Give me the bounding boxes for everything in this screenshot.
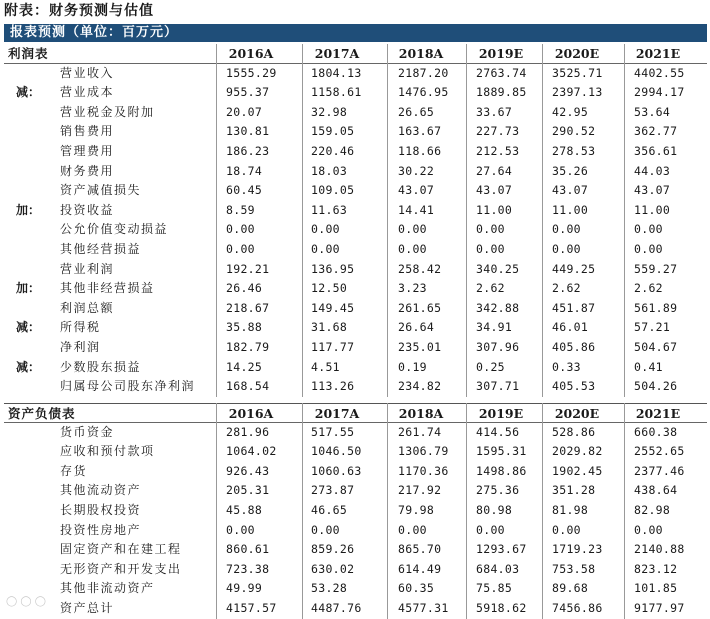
value-cell: 57.21 bbox=[634, 320, 671, 335]
value-cell: 517.55 bbox=[311, 424, 355, 439]
value-cell: 7456.86 bbox=[552, 600, 603, 615]
value-cell: 113.26 bbox=[311, 379, 355, 394]
value-cell: 8.59 bbox=[226, 202, 255, 217]
value-cell: 753.58 bbox=[552, 561, 596, 576]
row-label: 少数股东损益 bbox=[60, 359, 142, 374]
table-row bbox=[4, 142, 707, 162]
table-row bbox=[4, 299, 707, 319]
value-cell: 220.46 bbox=[311, 143, 355, 158]
table-row bbox=[4, 521, 707, 541]
value-cell: 2.62 bbox=[634, 281, 663, 296]
row-label: 其他非经营损益 bbox=[60, 281, 155, 296]
value-cell: 926.43 bbox=[226, 463, 270, 478]
value-cell: 1158.61 bbox=[311, 85, 362, 100]
row-label: 财务费用 bbox=[60, 163, 115, 178]
row-label: 长期股权投资 bbox=[60, 502, 142, 517]
value-cell: 1555.29 bbox=[226, 65, 277, 80]
value-cell: 307.71 bbox=[476, 379, 520, 394]
value-cell: 101.85 bbox=[634, 581, 678, 596]
value-cell: 18.03 bbox=[311, 163, 348, 178]
value-cell: 1170.36 bbox=[398, 463, 449, 478]
value-cell: 31.68 bbox=[311, 320, 348, 335]
value-cell: 2552.65 bbox=[634, 444, 685, 459]
year-header: 2019E bbox=[478, 46, 524, 61]
value-cell: 1293.67 bbox=[476, 542, 527, 557]
row-label: 营业收入 bbox=[60, 65, 115, 80]
value-cell: 823.12 bbox=[634, 561, 678, 576]
row-label: 存货 bbox=[60, 463, 88, 478]
value-cell: 89.68 bbox=[552, 581, 589, 596]
value-cell: 0.00 bbox=[552, 522, 581, 537]
value-cell: 217.92 bbox=[398, 483, 442, 498]
value-cell: 275.36 bbox=[476, 483, 520, 498]
value-cell: 49.99 bbox=[226, 581, 263, 596]
value-cell: 362.77 bbox=[634, 124, 678, 139]
value-cell: 212.53 bbox=[476, 143, 520, 158]
value-cell: 46.65 bbox=[311, 502, 348, 517]
value-cell: 4157.57 bbox=[226, 600, 277, 615]
value-cell: 118.66 bbox=[398, 143, 442, 158]
table-row bbox=[4, 560, 707, 580]
value-cell: 26.65 bbox=[398, 104, 435, 119]
value-cell: 227.73 bbox=[476, 124, 520, 139]
row-label: 管理费用 bbox=[60, 143, 115, 158]
row-label: 营业成本 bbox=[60, 85, 115, 100]
value-cell: 5918.62 bbox=[476, 600, 527, 615]
value-cell: 11.00 bbox=[476, 202, 513, 217]
section-title: 利润表 bbox=[8, 46, 49, 61]
value-cell: 12.50 bbox=[311, 281, 348, 296]
year-header: 2016A bbox=[228, 406, 274, 421]
value-cell: 30.22 bbox=[398, 163, 435, 178]
value-cell: 136.95 bbox=[311, 261, 355, 276]
value-cell: 43.07 bbox=[552, 183, 589, 198]
value-cell: 75.85 bbox=[476, 581, 513, 596]
value-cell: 53.64 bbox=[634, 104, 671, 119]
value-cell: 159.05 bbox=[311, 124, 355, 139]
value-cell: 0.00 bbox=[311, 522, 340, 537]
value-cell: 630.02 bbox=[311, 561, 355, 576]
year-header: 2017A bbox=[314, 406, 360, 421]
value-cell: 258.42 bbox=[398, 261, 442, 276]
value-cell: 449.25 bbox=[552, 261, 596, 276]
value-cell: 163.67 bbox=[398, 124, 442, 139]
row-prefix: 减： bbox=[16, 320, 41, 335]
table-row bbox=[4, 279, 707, 299]
value-cell: 723.38 bbox=[226, 561, 270, 576]
value-cell: 235.01 bbox=[398, 339, 442, 354]
value-cell: 281.96 bbox=[226, 424, 270, 439]
year-header: 2018A bbox=[398, 406, 444, 421]
row-label: 净利润 bbox=[60, 339, 101, 354]
value-cell: 0.00 bbox=[634, 241, 663, 256]
value-cell: 0.19 bbox=[398, 359, 427, 374]
value-cell: 43.07 bbox=[476, 183, 513, 198]
value-cell: 4.51 bbox=[311, 359, 340, 374]
value-cell: 60.35 bbox=[398, 581, 435, 596]
table-row bbox=[4, 162, 707, 182]
year-header: 2020E bbox=[554, 46, 600, 61]
value-cell: 1060.63 bbox=[311, 463, 362, 478]
column-divider bbox=[542, 44, 543, 397]
value-cell: 11.00 bbox=[552, 202, 589, 217]
value-cell: 0.00 bbox=[476, 222, 505, 237]
value-cell: 11.63 bbox=[311, 202, 348, 217]
row-prefix: 减： bbox=[16, 359, 41, 374]
value-cell: 205.31 bbox=[226, 483, 270, 498]
column-divider bbox=[624, 403, 625, 619]
value-cell: 53.28 bbox=[311, 581, 348, 596]
row-label: 公允价值变动损益 bbox=[60, 222, 169, 237]
value-cell: 1498.86 bbox=[476, 463, 527, 478]
value-cell: 26.46 bbox=[226, 281, 263, 296]
year-header: 2017A bbox=[314, 46, 360, 61]
value-cell: 4402.55 bbox=[634, 65, 685, 80]
value-cell: 79.98 bbox=[398, 502, 435, 517]
value-cell: 45.88 bbox=[226, 502, 263, 517]
row-label: 其他非流动资产 bbox=[60, 581, 155, 596]
table-row bbox=[4, 501, 707, 521]
value-cell: 2377.46 bbox=[634, 463, 685, 478]
value-cell: 261.74 bbox=[398, 424, 442, 439]
value-cell: 43.07 bbox=[634, 183, 671, 198]
value-cell: 82.98 bbox=[634, 502, 671, 517]
value-cell: 60.45 bbox=[226, 183, 263, 198]
value-cell: 0.00 bbox=[476, 522, 505, 537]
value-cell: 451.87 bbox=[552, 300, 596, 315]
value-cell: 1719.23 bbox=[552, 542, 603, 557]
column-divider bbox=[466, 44, 467, 397]
row-label: 资产减值损失 bbox=[60, 183, 142, 198]
row-label: 所得税 bbox=[60, 320, 101, 335]
value-cell: 35.88 bbox=[226, 320, 263, 335]
value-cell: 351.28 bbox=[552, 483, 596, 498]
value-cell: 2187.20 bbox=[398, 65, 449, 80]
value-cell: 1046.50 bbox=[311, 444, 362, 459]
value-cell: 561.89 bbox=[634, 300, 678, 315]
value-cell: 0.00 bbox=[226, 222, 255, 237]
value-cell: 9177.97 bbox=[634, 600, 685, 615]
year-header: 2020E bbox=[554, 406, 600, 421]
value-cell: 0.00 bbox=[634, 222, 663, 237]
value-cell: 2029.82 bbox=[552, 444, 603, 459]
value-cell: 660.38 bbox=[634, 424, 678, 439]
row-label: 应收和预付款项 bbox=[60, 444, 155, 459]
value-cell: 0.00 bbox=[226, 241, 255, 256]
row-label: 其他流动资产 bbox=[60, 483, 142, 498]
value-cell: 2140.88 bbox=[634, 542, 685, 557]
value-cell: 559.27 bbox=[634, 261, 678, 276]
value-cell: 340.25 bbox=[476, 261, 520, 276]
value-cell: 14.25 bbox=[226, 359, 263, 374]
value-cell: 1306.79 bbox=[398, 444, 449, 459]
value-cell: 3.23 bbox=[398, 281, 427, 296]
table-row bbox=[4, 318, 707, 338]
value-cell: 44.03 bbox=[634, 163, 671, 178]
value-cell: 307.96 bbox=[476, 339, 520, 354]
value-cell: 1889.85 bbox=[476, 85, 527, 100]
value-cell: 1476.95 bbox=[398, 85, 449, 100]
table-row bbox=[4, 122, 707, 142]
column-divider bbox=[387, 44, 388, 397]
row-prefix: 减： bbox=[16, 85, 41, 100]
value-cell: 43.07 bbox=[398, 183, 435, 198]
row-label: 投资收益 bbox=[60, 202, 115, 217]
value-cell: 2.62 bbox=[476, 281, 505, 296]
value-cell: 2397.13 bbox=[552, 85, 603, 100]
table-row bbox=[4, 103, 707, 123]
value-cell: 504.67 bbox=[634, 339, 678, 354]
column-divider bbox=[216, 44, 217, 397]
value-cell: 273.87 bbox=[311, 483, 355, 498]
value-cell: 290.52 bbox=[552, 124, 596, 139]
column-divider bbox=[466, 403, 467, 619]
row-label: 投资性房地产 bbox=[60, 522, 142, 537]
value-cell: 865.70 bbox=[398, 542, 442, 557]
row-label: 资产总计 bbox=[60, 600, 115, 615]
value-cell: 14.41 bbox=[398, 202, 435, 217]
value-cell: 2.62 bbox=[552, 281, 581, 296]
column-divider bbox=[302, 403, 303, 619]
value-cell: 234.82 bbox=[398, 379, 442, 394]
value-cell: 186.23 bbox=[226, 143, 270, 158]
value-cell: 0.00 bbox=[552, 241, 581, 256]
year-header: 2019E bbox=[478, 406, 524, 421]
value-cell: 528.86 bbox=[552, 424, 596, 439]
value-cell: 18.74 bbox=[226, 163, 263, 178]
value-cell: 0.00 bbox=[398, 522, 427, 537]
value-cell: 109.05 bbox=[311, 183, 355, 198]
value-cell: 81.98 bbox=[552, 502, 589, 517]
value-cell: 192.21 bbox=[226, 261, 270, 276]
value-cell: 0.00 bbox=[552, 222, 581, 237]
value-cell: 0.00 bbox=[398, 222, 427, 237]
table-row bbox=[4, 423, 707, 443]
table-row bbox=[4, 220, 707, 240]
section-title: 资产负债表 bbox=[8, 406, 76, 421]
value-cell: 1064.02 bbox=[226, 444, 277, 459]
value-cell: 42.95 bbox=[552, 104, 589, 119]
table-row bbox=[4, 358, 707, 378]
table-row bbox=[4, 442, 707, 462]
year-header: 2016A bbox=[228, 46, 274, 61]
value-cell: 46.01 bbox=[552, 320, 589, 335]
row-prefix: 加： bbox=[16, 202, 41, 217]
year-header: 2021E bbox=[635, 46, 681, 61]
column-divider bbox=[216, 403, 217, 619]
value-cell: 405.86 bbox=[552, 339, 596, 354]
value-cell: 356.61 bbox=[634, 143, 678, 158]
value-cell: 261.65 bbox=[398, 300, 442, 315]
watermark-logo: ◯ ◯ ◯ bbox=[6, 596, 46, 607]
column-divider bbox=[542, 403, 543, 619]
value-cell: 1804.13 bbox=[311, 65, 362, 80]
value-cell: 182.79 bbox=[226, 339, 270, 354]
year-header: 2018A bbox=[398, 46, 444, 61]
value-cell: 80.98 bbox=[476, 502, 513, 517]
value-cell: 32.98 bbox=[311, 104, 348, 119]
year-header: 2021E bbox=[635, 406, 681, 421]
value-cell: 0.25 bbox=[476, 359, 505, 374]
table-row bbox=[4, 83, 707, 103]
value-cell: 0.00 bbox=[634, 522, 663, 537]
value-cell: 414.56 bbox=[476, 424, 520, 439]
value-cell: 0.00 bbox=[476, 241, 505, 256]
table-row bbox=[4, 338, 707, 358]
value-cell: 1902.45 bbox=[552, 463, 603, 478]
balance-sheet-table bbox=[4, 403, 707, 619]
value-cell: 4577.31 bbox=[398, 600, 449, 615]
value-cell: 860.61 bbox=[226, 542, 270, 557]
row-label: 营业利润 bbox=[60, 261, 115, 276]
table-row bbox=[4, 377, 707, 397]
value-cell: 20.07 bbox=[226, 104, 263, 119]
row-label: 营业税金及附加 bbox=[60, 104, 155, 119]
table-row bbox=[4, 201, 707, 221]
value-cell: 3525.71 bbox=[552, 65, 603, 80]
value-cell: 0.41 bbox=[634, 359, 663, 374]
row-label: 其他经营损益 bbox=[60, 241, 142, 256]
value-cell: 168.54 bbox=[226, 379, 270, 394]
value-cell: 278.53 bbox=[552, 143, 596, 158]
value-cell: 0.00 bbox=[311, 222, 340, 237]
table-row bbox=[4, 64, 707, 84]
section-header bbox=[4, 403, 707, 423]
row-label: 固定资产和在建工程 bbox=[60, 542, 182, 557]
value-cell: 504.26 bbox=[634, 379, 678, 394]
row-label: 利润总额 bbox=[60, 300, 115, 315]
value-cell: 955.37 bbox=[226, 85, 270, 100]
value-cell: 4487.76 bbox=[311, 600, 362, 615]
value-cell: 2763.74 bbox=[476, 65, 527, 80]
value-cell: 0.33 bbox=[552, 359, 581, 374]
value-cell: 0.00 bbox=[226, 522, 255, 537]
value-cell: 684.03 bbox=[476, 561, 520, 576]
value-cell: 614.49 bbox=[398, 561, 442, 576]
value-cell: 405.53 bbox=[552, 379, 596, 394]
table-row bbox=[4, 540, 707, 560]
row-prefix: 加： bbox=[16, 281, 41, 296]
report-header: 报表预测（单位：百万元） bbox=[4, 24, 707, 42]
value-cell: 859.26 bbox=[311, 542, 355, 557]
value-cell: 130.81 bbox=[226, 124, 270, 139]
value-cell: 35.26 bbox=[552, 163, 589, 178]
value-cell: 438.64 bbox=[634, 483, 678, 498]
table-row bbox=[4, 181, 707, 201]
value-cell: 149.45 bbox=[311, 300, 355, 315]
column-divider bbox=[387, 403, 388, 619]
value-cell: 27.64 bbox=[476, 163, 513, 178]
page-title: 附表：财务预测与估值 bbox=[4, 3, 154, 19]
table-row bbox=[4, 260, 707, 280]
value-cell: 34.91 bbox=[476, 320, 513, 335]
value-cell: 342.88 bbox=[476, 300, 520, 315]
value-cell: 26.64 bbox=[398, 320, 435, 335]
value-cell: 0.00 bbox=[311, 241, 340, 256]
row-label: 归属母公司股东净利润 bbox=[60, 379, 196, 394]
value-cell: 0.00 bbox=[398, 241, 427, 256]
income-statement-table bbox=[4, 44, 707, 397]
table-row bbox=[4, 481, 707, 501]
value-cell: 1595.31 bbox=[476, 444, 527, 459]
column-divider bbox=[624, 44, 625, 397]
table-row bbox=[4, 240, 707, 260]
table-row bbox=[4, 599, 707, 619]
value-cell: 2994.17 bbox=[634, 85, 685, 100]
section-header bbox=[4, 44, 707, 64]
value-cell: 11.00 bbox=[634, 202, 671, 217]
row-label: 销售费用 bbox=[60, 124, 115, 139]
row-label: 货币资金 bbox=[60, 424, 115, 439]
table-row bbox=[4, 579, 707, 599]
table-row bbox=[4, 462, 707, 482]
value-cell: 33.67 bbox=[476, 104, 513, 119]
column-divider bbox=[302, 44, 303, 397]
value-cell: 218.67 bbox=[226, 300, 270, 315]
value-cell: 117.77 bbox=[311, 339, 355, 354]
row-label: 无形资产和开发支出 bbox=[60, 561, 182, 576]
